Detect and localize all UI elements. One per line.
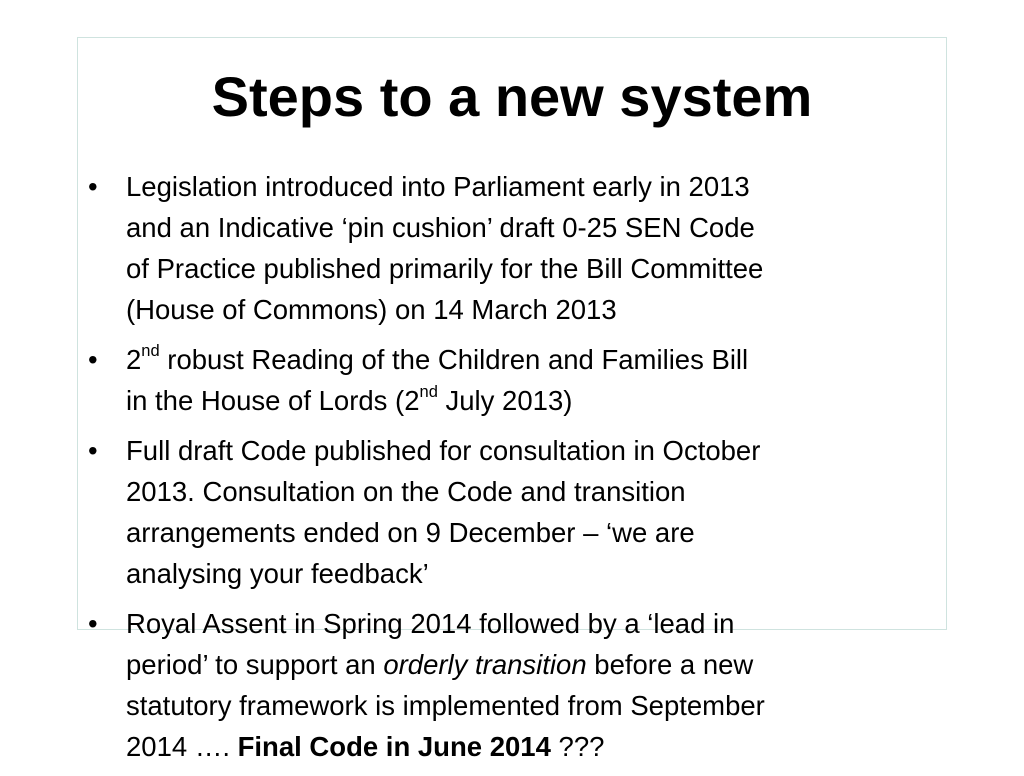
- text-line: of Practice published primarily for the Bill Committee: [126, 253, 764, 284]
- list-item: [88, 166, 928, 330]
- emphasis-text: orderly transition: [383, 649, 587, 680]
- bullet-text: [126, 344, 748, 416]
- bullet-list: [88, 166, 928, 776]
- text-fragment: July 2013): [437, 385, 573, 416]
- bold-text: Final Code in June 2014: [237, 731, 551, 762]
- text-fragment: period’ to support an: [126, 649, 384, 680]
- list-item: [88, 603, 928, 767]
- text-fragment: 2014 ….: [126, 731, 238, 762]
- bullet-text: [126, 608, 765, 762]
- list-item: [88, 430, 928, 594]
- bullet-icon: •: [88, 608, 98, 639]
- text-line: and an Indicative ‘pin cushion’ draft 0-25 SEN Code: [126, 212, 755, 243]
- bullet-text: [126, 171, 763, 325]
- list-item: [88, 339, 928, 421]
- text-line: arrangements ended on 9 December – ‘we are: [126, 517, 695, 548]
- text-fragment: in the House of Lords (2: [126, 385, 420, 416]
- ordinal-suffix: nd: [419, 383, 438, 402]
- text-line: analysing your feedback’: [126, 558, 429, 589]
- slide-title: Steps to a new system: [211, 65, 813, 128]
- bullet-icon: •: [88, 435, 98, 466]
- text-line: (House of Commons) on 14 March 2013: [126, 294, 617, 325]
- text-line: Royal Assent in Spring 2014 followed by a ‘lead in: [126, 608, 735, 639]
- text-line: statutory framework is implemented from September: [126, 690, 765, 721]
- bullet-text: [126, 435, 760, 589]
- text-line: 2013. Consultation on the Code and transition: [126, 476, 686, 507]
- text-line: Full draft Code published for consultation in October: [126, 435, 761, 466]
- ordinal-suffix: nd: [141, 342, 160, 361]
- text-fragment: ???: [550, 731, 605, 762]
- text-fragment: before a new: [586, 649, 754, 680]
- text-line: Legislation introduced into Parliament early in 2013: [126, 171, 750, 202]
- text-fragment: 2: [126, 344, 142, 375]
- text-fragment: robust Reading of the Children and Families Bill: [159, 344, 749, 375]
- bullet-icon: •: [88, 344, 98, 375]
- bullet-icon: •: [88, 171, 98, 202]
